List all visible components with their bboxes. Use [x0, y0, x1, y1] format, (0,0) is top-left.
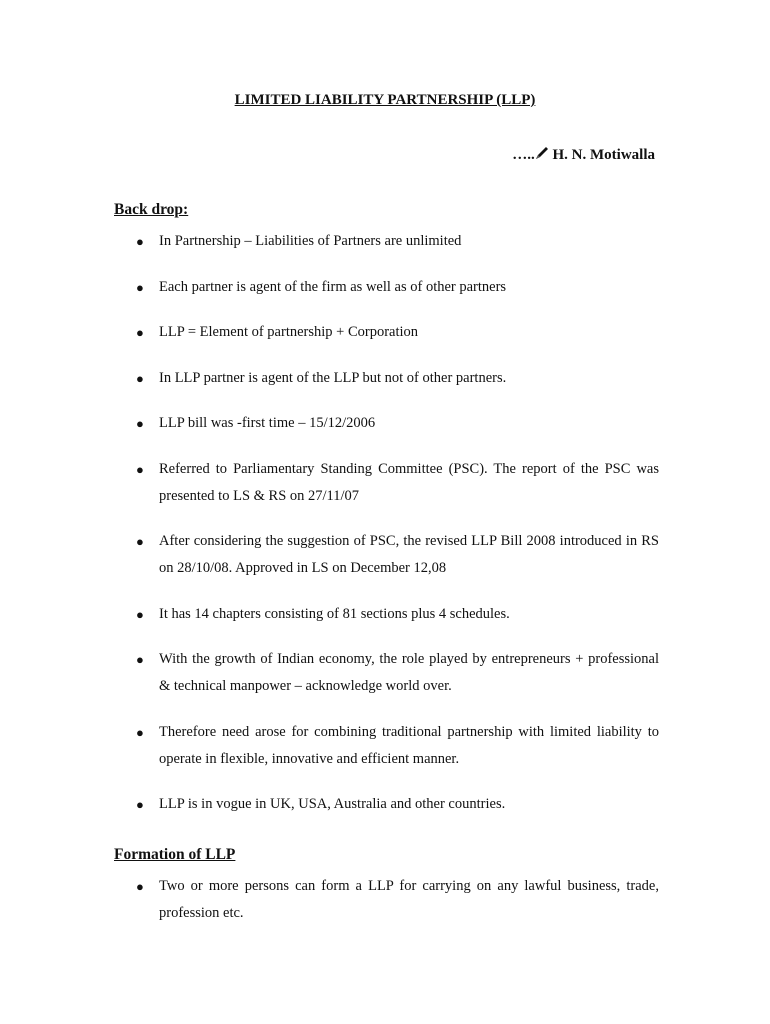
list-item: [114, 365, 659, 392]
list-item: [114, 319, 659, 346]
bullet-icon: ●: [136, 325, 144, 340]
bullet-icon: ●: [136, 370, 144, 386]
list-item-text: LLP = Element of partnership + Corporation: [159, 324, 419, 340]
list-item-text: LLP bill was -first time – 15/12/2006: [159, 415, 376, 431]
bullet-icon: ●: [136, 534, 144, 549]
author-name: H. N. Motiwalla: [552, 147, 655, 163]
list-item-text: After considering the suggestion of PSC, the revised LLP Bill 2008 introduced in RS on 28/10/08. Approved in LS on December 12,08: [159, 533, 659, 576]
list-item: [114, 873, 659, 927]
list-item-text: In LLP partner is agent of the LLP but not of other partners.: [159, 369, 507, 386]
list-item-text: LLP is in vogue in UK, USA, Australia and other countries.: [159, 796, 506, 812]
bullet-icon: ●: [136, 234, 144, 249]
bullet-icon: ●: [136, 606, 144, 622]
list-item: [114, 228, 659, 255]
list-item: [114, 528, 659, 582]
bullet-icon: ●: [136, 797, 144, 812]
list-item: [114, 646, 659, 700]
list-item-text: Therefore need arose for combining traditional partnership with limited liability to operate in flexible, innovative and efficient manner.: [159, 723, 659, 767]
bullet-icon: ●: [136, 652, 144, 667]
formation-list: [114, 873, 659, 927]
list-item-text: Referred to Parliamentary Standing Committee (PSC). The report of the PSC was presented to LS & RS on 27/11/07: [159, 460, 659, 504]
bullet-icon: ●: [136, 879, 144, 894]
list-item: [114, 601, 659, 628]
author-prefix: …..: [512, 147, 535, 163]
list-item-text: It has 14 chapters consisting of 81 sections plus 4 schedules.: [159, 605, 510, 622]
bullet-icon: ●: [136, 416, 144, 431]
pen-icon: [535, 146, 549, 160]
document-title: LIMITED LIABILITY PARTNERSHIP (LLP): [234, 92, 536, 108]
backdrop-list: [114, 228, 659, 837]
bullet-icon: ●: [136, 461, 144, 477]
section-heading-backdrop: Back drop:: [114, 201, 189, 218]
author-line: [512, 146, 655, 164]
list-item: [114, 456, 659, 510]
list-item: [114, 719, 659, 773]
section-heading-formation: Formation of LLP: [114, 846, 236, 863]
list-item-text: Each partner is agent of the firm as well as of other partners: [159, 278, 507, 295]
list-item: [114, 410, 659, 437]
list-item: [114, 274, 659, 301]
list-item-text: In Partnership – Liabilities of Partners are unlimited: [159, 233, 462, 249]
list-item-text: With the growth of Indian economy, the role played by entrepreneurs + professional & technical manpower – acknowledge world over.: [159, 651, 659, 694]
list-item-text: Two or more persons can form a LLP for carrying on any lawful business, trade, profession etc.: [159, 878, 659, 921]
bullet-icon: ●: [136, 279, 144, 295]
list-item: [114, 791, 659, 818]
bullet-icon: ●: [136, 724, 144, 740]
